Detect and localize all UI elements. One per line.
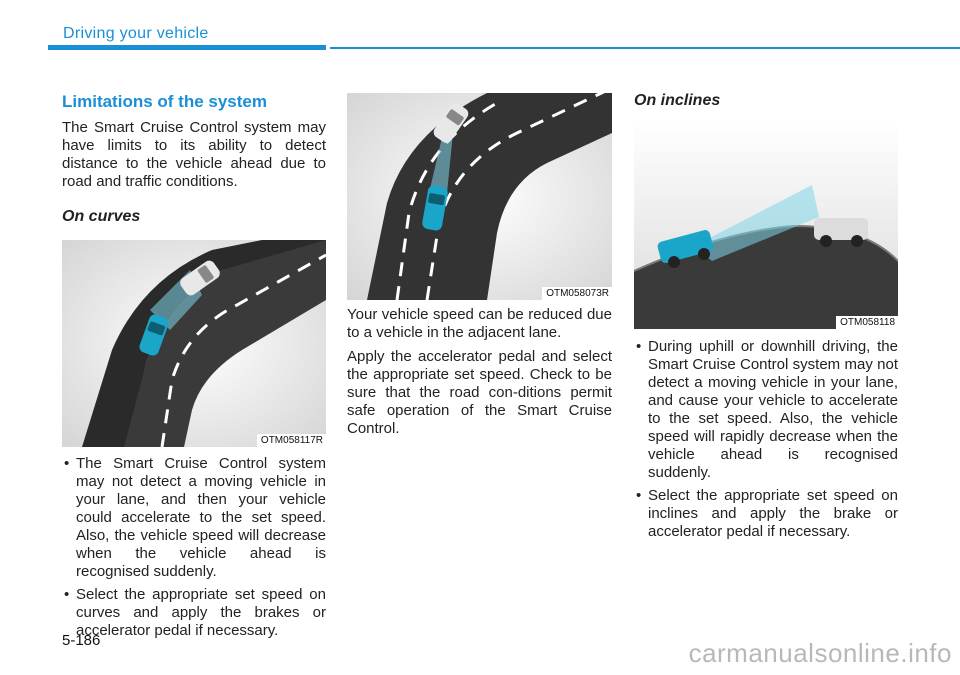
accelerator-paragraph: Apply the accelerator pedal and select the appropriate set speed. Check to be sure that the road con-ditions permit safe operation of the Smart Cruise Control. (347, 348, 612, 437)
inclines-figure (634, 121, 898, 329)
header-rule-thin (330, 47, 960, 49)
right-heading (634, 92, 898, 110)
adjacent-lane-figure (347, 93, 612, 300)
curves-subtitle: On curves (62, 208, 141, 225)
figure-label: OTM058117R (257, 434, 326, 447)
adjacent-lane-paragraph: Your vehicle speed can be reduced due to a vehicle in the adjacent lane. (347, 306, 612, 341)
incline-illustration (634, 121, 898, 329)
page-number: 5-186 (62, 632, 101, 649)
watermark: carmanualsonline.info (688, 638, 952, 668)
inclines-subtitle: On inclines (634, 92, 721, 109)
bullet-item: • Select the appropriate set speed on inclines and apply the brake or accelerator pedal if necessary. (634, 487, 898, 541)
middle-text (347, 306, 612, 444)
intro-paragraph: The Smart Cruise Control system may have limits to its ability to detect distance to the vehicle ahead due to road and traffic conditions. (62, 119, 326, 190)
bullet-item: • The Smart Cruise Control system may not detect a moving vehicle in your lane, and then your vehicle could accelerate to the set speed. Also, the vehicle speed will decrease when the vehicle ahead is recognised suddenly. (62, 455, 326, 581)
left-bullets (62, 455, 326, 645)
left-column (62, 92, 326, 226)
header-rule-thick (48, 45, 326, 50)
figure-label: OTM058118 (836, 316, 898, 329)
curve-road-illustration (62, 240, 326, 447)
figure-label: OTM058073R (542, 287, 612, 300)
section-title: Limitations of the system (62, 92, 267, 111)
bullet-item: • During uphill or downhill driving, the Smart Cruise Control system may not detect a moving vehicle in your lane, and cause your vehicle to accelerate to the set speed. Also, the vehicle speed will rapidly decrease when the vehicle ahead is recognised suddenly. (634, 338, 898, 482)
section-header: Driving your vehicle (63, 25, 209, 42)
right-bullets (634, 338, 898, 546)
curves-figure (62, 240, 326, 447)
bullet-item: • Select the appropriate set speed on curves and apply the brakes or accelerator pedal if necessary. (62, 586, 326, 640)
adjacent-lane-illustration (347, 93, 612, 300)
